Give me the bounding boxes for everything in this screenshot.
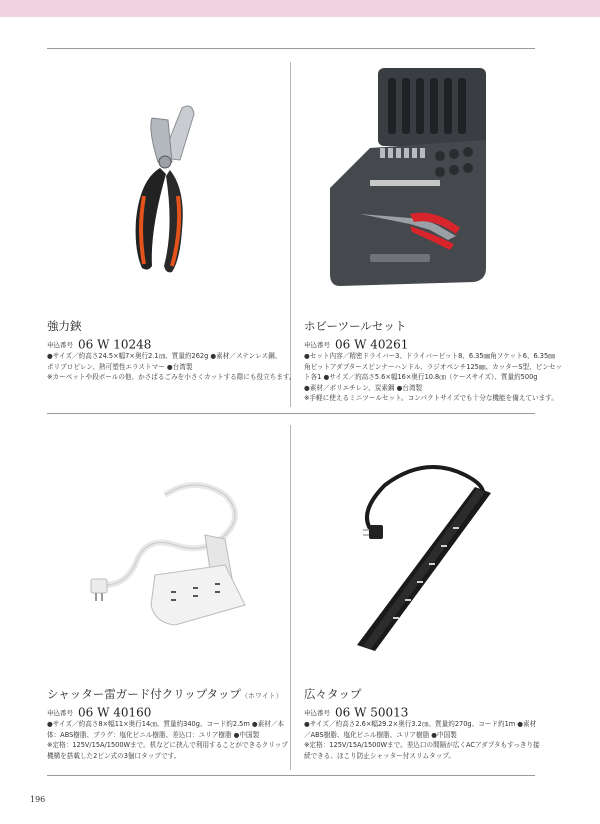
product-name-text: シャッター雷ガード付クリップタップ <box>47 687 242 701</box>
product-name: 強力鋏 <box>47 319 82 333</box>
desc-line: 体：ABS樹脂、プラグ：塩化ビニル樹脂、差込口：ユリア樹脂 ●中国製 <box>47 730 260 739</box>
product-code: 06 W 50013 <box>335 705 409 720</box>
header-band <box>0 0 600 17</box>
desc-line: ●素材／ポリエチレン、炭素鋼 ●台湾製 <box>304 383 423 392</box>
page-number: 196 <box>30 795 46 804</box>
code-label: 申込番号 <box>47 341 73 349</box>
column-divider-bottom <box>290 425 291 770</box>
desc-line: ト各1 ●サイズ／約高さ5.6×幅16×奥行10.8㎝（ケースサイズ）、質量約500g <box>304 373 538 382</box>
product-name: 広々タップ <box>304 687 362 701</box>
code-label: 申込番号 <box>304 341 330 349</box>
product-description <box>47 351 296 383</box>
product-description <box>304 719 540 761</box>
desc-line: 角ビットアダプタースピンナーハンドル、ラジオペンチ125㎜、カッターS型、ピンセッ <box>304 362 563 371</box>
slim-tap-photo <box>345 455 495 655</box>
desc-line: 機構を搭載した2ピン式の3個口タップです。 <box>47 751 181 760</box>
top-rule <box>47 48 535 49</box>
product-name-note: （ホワイト） <box>241 692 283 700</box>
bottom-rule <box>47 775 535 776</box>
desc-line: ※定格：125V/15A/1500Wまで。差込口の間隔が広くACアダプタもすっきり接 <box>304 741 540 750</box>
code-label: 申込番号 <box>304 709 330 717</box>
product-description <box>47 719 288 761</box>
product-description <box>304 351 562 404</box>
code-label: 申込番号 <box>47 709 73 717</box>
desc-line: ／ABS樹脂、塩化ビニル樹脂、ユリア樹脂 ●中国製 <box>304 730 457 739</box>
middle-rule <box>47 413 535 414</box>
toolset-photo <box>330 68 490 290</box>
desc-line: ※カーペットや段ボールの他、かさばるごみを小さくカットする際にも役立ちます。 <box>47 373 296 382</box>
product-code: 06 W 10248 <box>78 337 152 352</box>
desc-line: ●サイズ／約高さ8×幅11×奥行14㎝、質量約340g、コード約2.5m ●素材／本 <box>47 720 285 728</box>
desc-line: ポリプロピレン、熱可塑性エラストマー ●台湾製 <box>47 362 193 371</box>
product-name <box>47 686 283 702</box>
product-code: 06 W 40261 <box>335 337 409 352</box>
desc-line: ※定格：125V/15A/1500Wまで。机などに挟んで利用することができるクリップ <box>47 741 288 750</box>
product-code: 06 W 40160 <box>78 705 152 720</box>
scissors-photo <box>120 100 210 280</box>
desc-line: ●サイズ／約高さ24.5×幅7×奥行2.1㎝、質量約262g ●素材／ステンレス鋼、 <box>47 352 282 360</box>
desc-line: ●サイズ／約高さ2.6×幅29.2×奥行3.2㎝、質量約270g、コード約1m ●素材 <box>304 720 537 728</box>
desc-line: ※手軽に使えるミニツールセット。コンパクトサイズでも十分な機能を備えています。 <box>304 394 558 403</box>
desc-line: ●セット内容／精密ドライバー3、ドライバービット8、6.35㎜角ソケット6、6.35㎜ <box>304 352 555 360</box>
clip-tap-photo <box>75 475 255 635</box>
desc-line: 続できる、ほこり防止シャッター付スリムタップ。 <box>304 751 455 760</box>
product-name: ホビーツールセット <box>304 319 407 333</box>
